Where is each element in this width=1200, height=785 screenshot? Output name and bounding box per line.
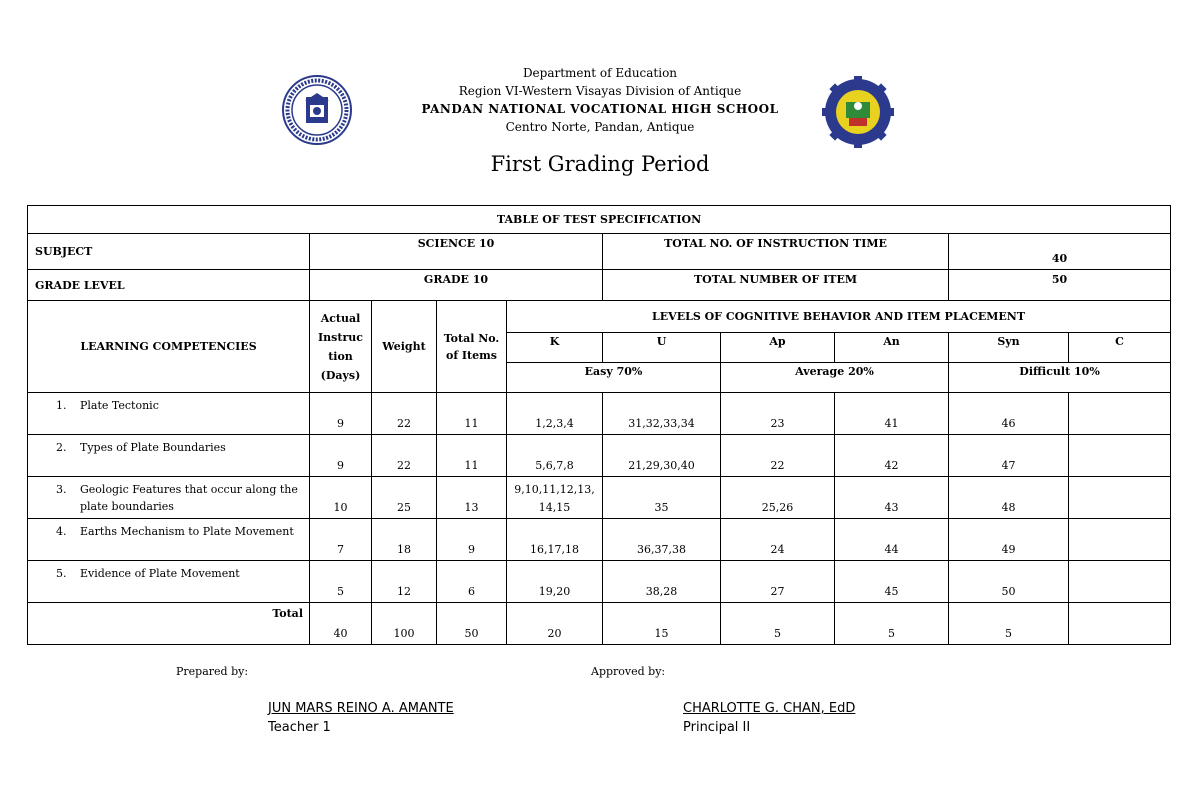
approved-by-label: Approved by: [591, 665, 666, 678]
days-cell: 9 [310, 435, 372, 477]
syn-cell: 50 [949, 561, 1069, 603]
subject-label: SUBJECT [28, 234, 310, 270]
level-c: C [1069, 333, 1171, 363]
k-cell: 5,6,7,8 [507, 435, 603, 477]
weight-cell: 22 [372, 435, 437, 477]
total-items-label: TOTAL NUMBER OF ITEM [603, 270, 949, 301]
table-row [28, 561, 1171, 603]
total-label: Total [28, 603, 310, 645]
ap-cell: 24 [721, 519, 835, 561]
c-cell [1069, 477, 1171, 519]
page-title: First Grading Period [490, 152, 710, 176]
k-cell: 9,10,11,12,13, 14,15 [507, 477, 603, 519]
u-cell: 21,29,30,40 [603, 435, 721, 477]
ap-total: 5 [721, 603, 835, 645]
table-row [28, 435, 1171, 477]
an-cell: 42 [835, 435, 949, 477]
an-cell: 43 [835, 477, 949, 519]
average-group: Average 20% [721, 363, 949, 393]
ap-cell: 25,26 [721, 477, 835, 519]
approver-title: Principal II [683, 720, 751, 735]
difficult-group: Difficult 10% [949, 363, 1171, 393]
table-title: TABLE OF TEST SPECIFICATION [28, 206, 1171, 234]
actual-days-header: Actual Instruc tion (Days) [310, 301, 372, 393]
competency-cell: 1. Plate Tectonic [28, 393, 310, 435]
days-cell: 9 [310, 393, 372, 435]
grade-level-label: GRADE LEVEL [28, 270, 310, 301]
days-cell: 5 [310, 561, 372, 603]
total-row [28, 603, 1171, 645]
level-ap: Ap [721, 333, 835, 363]
easy-group: Easy 70% [507, 363, 721, 393]
table-row [28, 477, 1171, 519]
preparer-name: JUN MARS REINO A. AMANTE [268, 701, 454, 716]
syn-cell: 46 [949, 393, 1069, 435]
total-cell: 13 [437, 477, 507, 519]
approver-name: CHARLOTTE G. CHAN, EdD [683, 701, 856, 716]
prepared-by-label: Prepared by: [176, 665, 249, 678]
days-cell: 10 [310, 477, 372, 519]
c-total [1069, 603, 1171, 645]
competencies-header: LEARNING COMPETENCIES [28, 301, 310, 393]
c-cell [1069, 561, 1171, 603]
syn-total: 5 [949, 603, 1069, 645]
department-line: Department of Education [522, 66, 678, 80]
u-cell: 35 [603, 477, 721, 519]
weight-cell: 25 [372, 477, 437, 519]
weight-cell: 12 [372, 561, 437, 603]
level-syn: Syn [949, 333, 1069, 363]
preparer-title: Teacher 1 [268, 720, 331, 735]
weight-cell: 22 [372, 393, 437, 435]
competency-cell: 4. Earths Mechanism to Plate Movement [28, 519, 310, 561]
items-total: 50 [437, 603, 507, 645]
instruction-time-value: 40 [949, 234, 1171, 270]
ap-cell: 27 [721, 561, 835, 603]
ap-cell: 22 [721, 435, 835, 477]
total-cell: 6 [437, 561, 507, 603]
grade-level-value: GRADE 10 [310, 270, 603, 301]
k-cell: 16,17,18 [507, 519, 603, 561]
cognitive-levels-header: LEVELS OF COGNITIVE BEHAVIOR AND ITEM PLACEMENT [507, 301, 1171, 333]
an-cell: 41 [835, 393, 949, 435]
k-cell: 19,20 [507, 561, 603, 603]
level-an: An [835, 333, 949, 363]
c-cell [1069, 519, 1171, 561]
k-total: 20 [507, 603, 603, 645]
competency-cell: 2. Types of Plate Boundaries [28, 435, 310, 477]
syn-cell: 49 [949, 519, 1069, 561]
u-cell: 31,32,33,34 [603, 393, 721, 435]
total-items-header: Total No. of Items [437, 301, 507, 393]
syn-cell: 48 [949, 477, 1069, 519]
u-cell: 38,28 [603, 561, 721, 603]
c-cell [1069, 435, 1171, 477]
test-specification-table [27, 205, 1171, 645]
total-cell: 11 [437, 393, 507, 435]
subject-value: SCIENCE 10 [310, 234, 603, 270]
days-total: 40 [310, 603, 372, 645]
school-address: Centro Norte, Pandan, Antique [505, 120, 695, 134]
weight-total: 100 [372, 603, 437, 645]
instruction-time-label: TOTAL NO. OF INSTRUCTION TIME [603, 234, 949, 270]
days-cell: 7 [310, 519, 372, 561]
an-cell: 45 [835, 561, 949, 603]
table-row [28, 519, 1171, 561]
weight-header: Weight [372, 301, 437, 393]
u-cell: 36,37,38 [603, 519, 721, 561]
k-cell: 1,2,3,4 [507, 393, 603, 435]
weight-cell: 18 [372, 519, 437, 561]
competency-cell: 3. Geologic Features that occur along the plate boundaries [28, 477, 310, 519]
total-cell: 11 [437, 435, 507, 477]
an-total: 5 [835, 603, 949, 645]
total-items-value: 50 [949, 270, 1171, 301]
competency-cell: 5. Evidence of Plate Movement [28, 561, 310, 603]
syn-cell: 47 [949, 435, 1069, 477]
table-row [28, 393, 1171, 435]
document-header [0, 64, 1200, 136]
an-cell: 44 [835, 519, 949, 561]
ap-cell: 23 [721, 393, 835, 435]
total-cell: 9 [437, 519, 507, 561]
c-cell [1069, 393, 1171, 435]
region-line: Region VI-Western Visayas Division of Antique [458, 84, 742, 98]
school-name: PANDAN NATIONAL VOCATIONAL HIGH SCHOOL [421, 102, 779, 116]
level-k: K [507, 333, 603, 363]
u-total: 15 [603, 603, 721, 645]
level-u: U [603, 333, 721, 363]
